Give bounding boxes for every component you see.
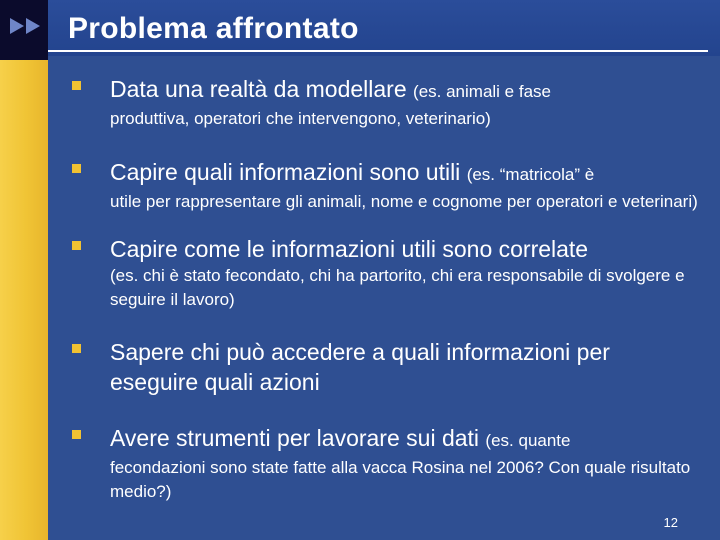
title-underline <box>48 50 708 52</box>
bullet-detail: (es. chi è stato fecondato, chi ha partorito, chi era responsabile di svolgere e seguire il lavoro) <box>110 266 685 309</box>
bullet-detail: utile per rappresentare gli animali, nome e cognome per operatori e veterinari) <box>110 192 698 211</box>
bullet-lead: Capire come le informazioni utili sono correlate <box>110 236 589 262</box>
square-bullet-icon <box>72 241 81 250</box>
bullet-lead: Avere strumenti per lavorare sui dati <box>110 425 480 451</box>
bullet-inline-detail: (es. animali e fase <box>413 82 551 101</box>
square-bullet-icon <box>72 430 81 439</box>
bullet-item <box>72 234 702 312</box>
bullet-item <box>72 423 702 504</box>
bullet-item <box>72 337 702 397</box>
bullet-detail: produttiva, operatori che intervengono, veterinario) <box>110 109 491 128</box>
bullet-list <box>72 74 702 504</box>
bullet-lead: Sapere chi può accedere a quali informazioni per eseguire quali azioni <box>110 339 610 395</box>
bullet-inline-detail: (es. “matricola” è <box>466 165 595 184</box>
slide-title: Problema affrontato <box>68 12 359 45</box>
bullet-lead: Capire quali informazioni sono utili <box>110 159 461 185</box>
bullet-item <box>72 157 702 214</box>
page-number: 12 <box>663 515 678 530</box>
square-bullet-icon <box>72 81 81 90</box>
square-bullet-icon <box>72 344 81 353</box>
double-arrow-icon <box>10 18 44 39</box>
bullet-inline-detail: (es. quante <box>485 431 571 450</box>
square-bullet-icon <box>72 164 81 173</box>
bullet-detail: fecondazioni sono state fatte alla vacca Rosina nel 2006? Con quale risultato medio?) <box>110 458 691 501</box>
bullet-item <box>72 74 702 131</box>
sidebar-stripe <box>0 0 48 540</box>
bullet-lead: Data una realtà da modellare <box>110 76 407 102</box>
